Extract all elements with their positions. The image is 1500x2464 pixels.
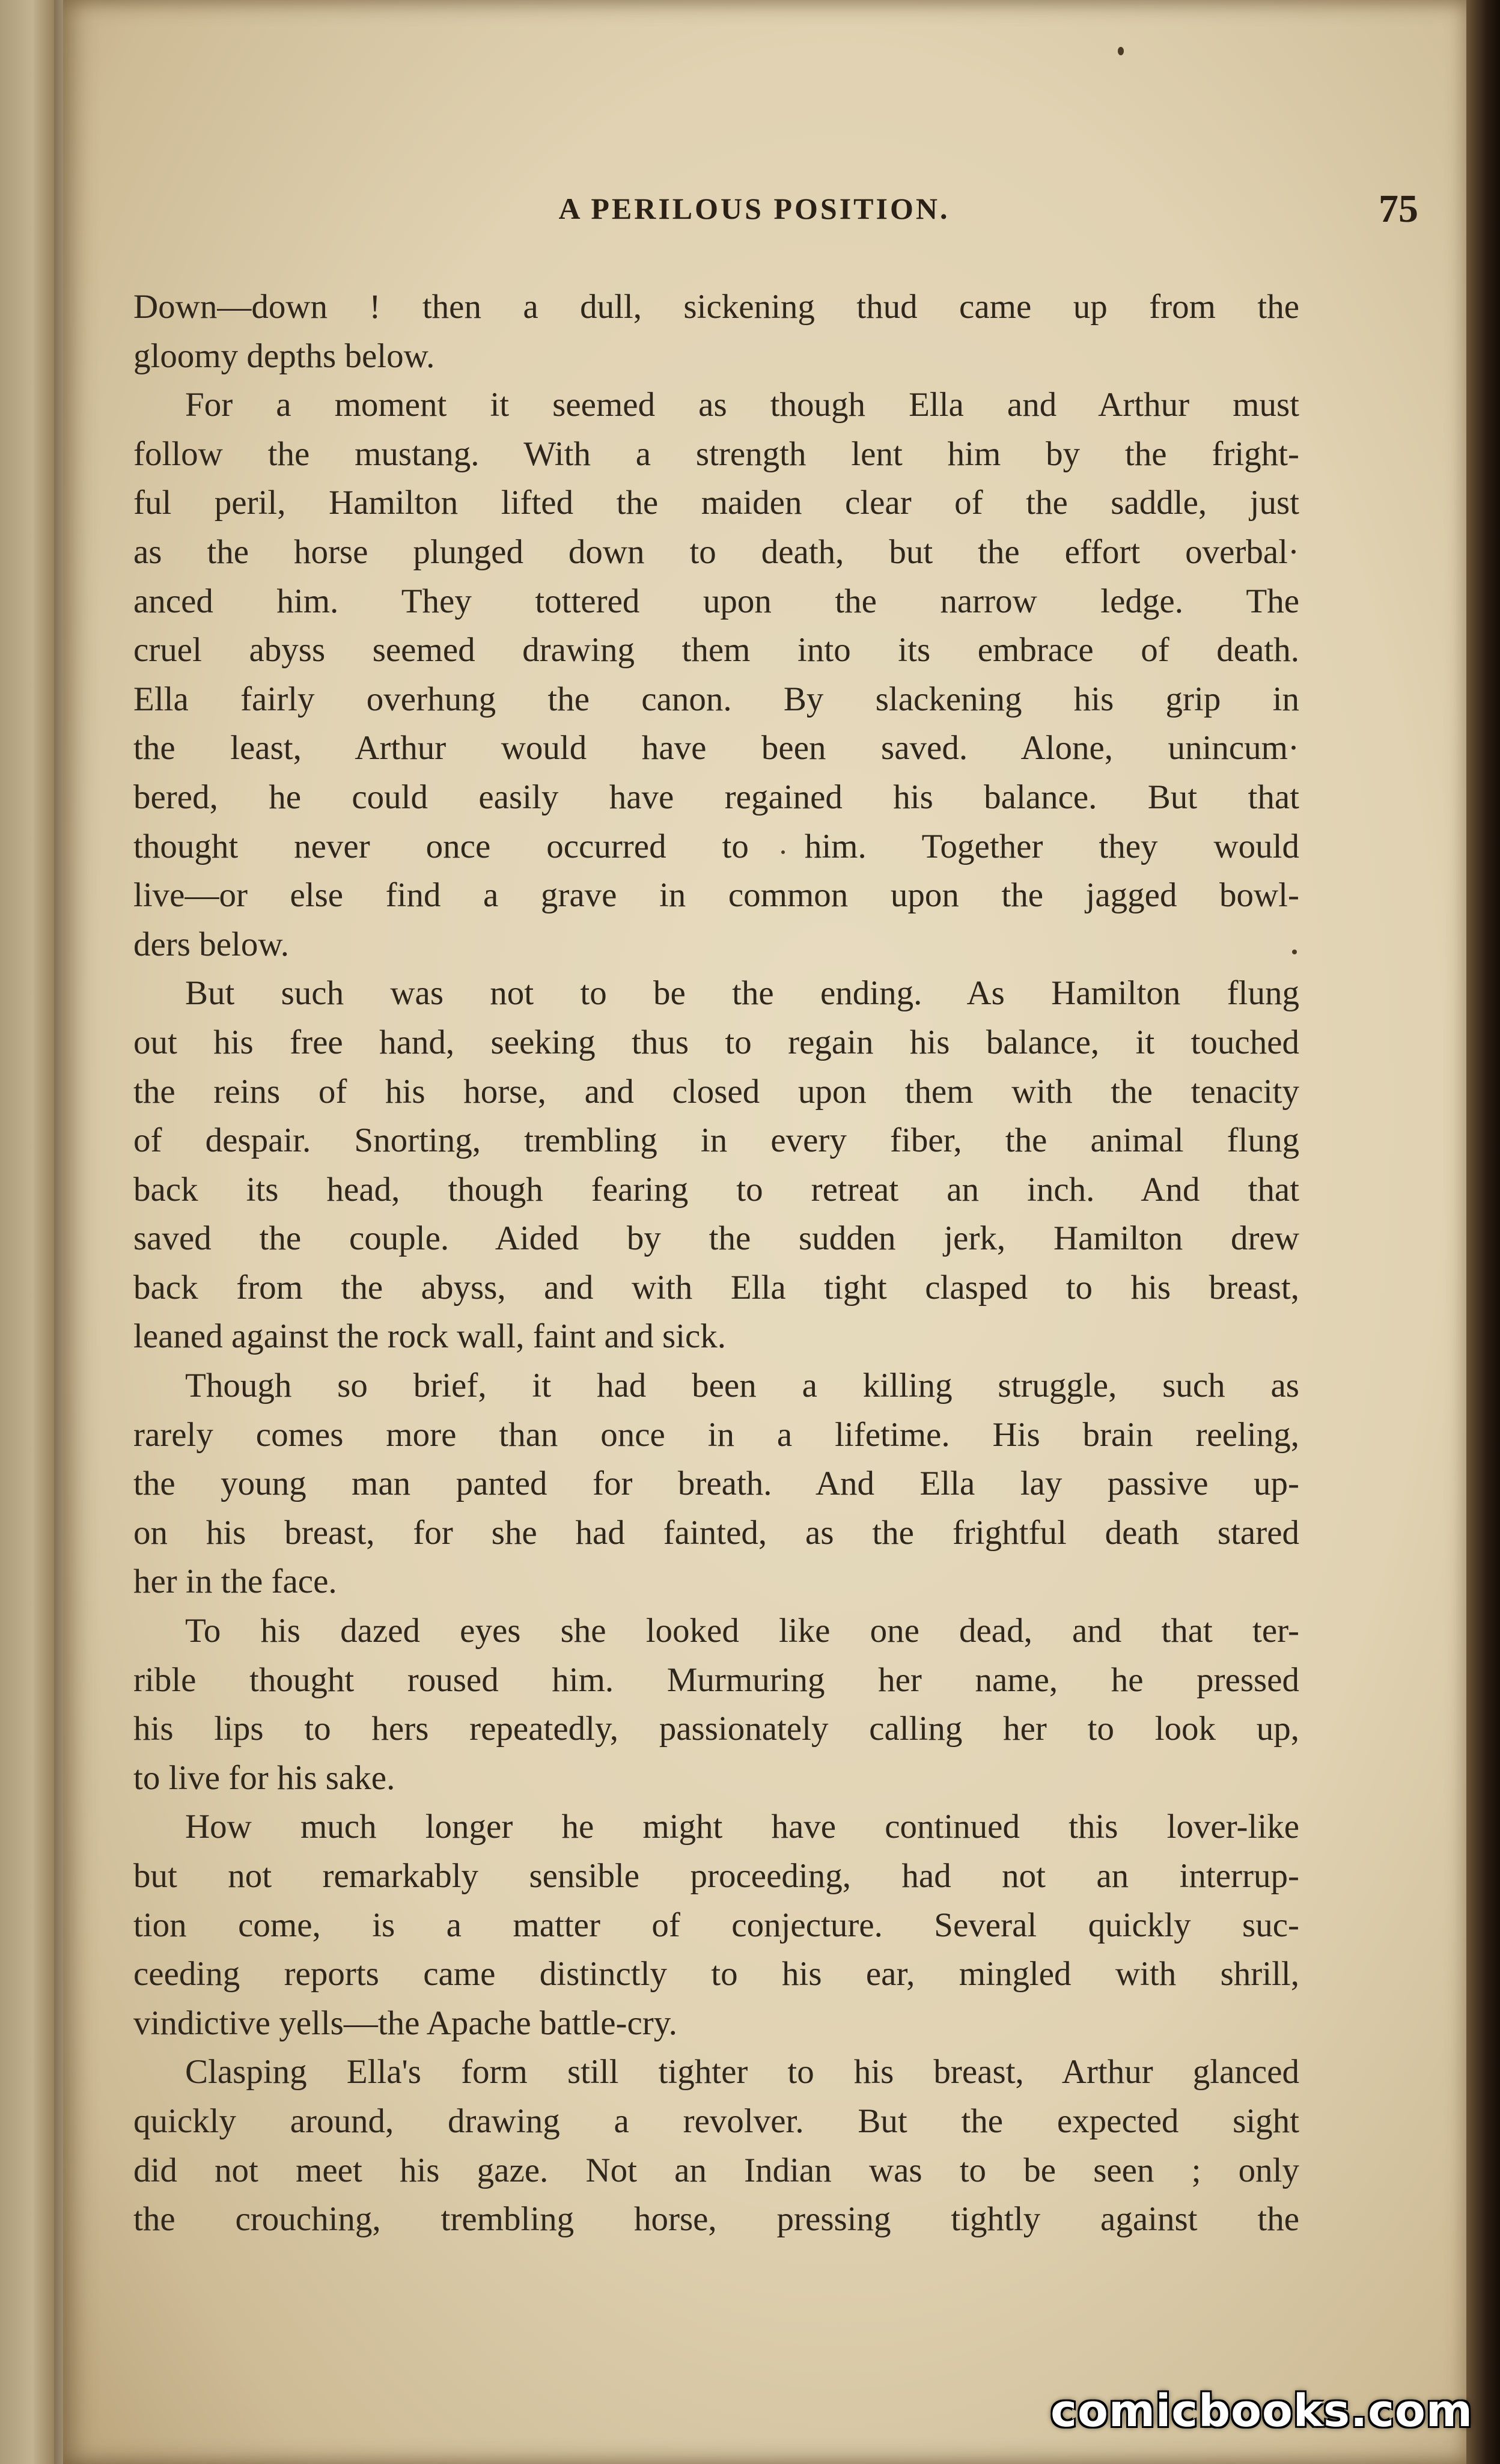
page-number: 75 (1379, 187, 1418, 231)
text-line: the reins of his horse, and closed upon them with the tenacity (133, 1072, 1299, 1111)
text-line: rible thought roused him. Murmuring her name, he pressed (133, 1660, 1299, 1699)
text-line: How much longer he might have continued this lover-like (185, 1808, 1299, 1846)
text-line: thought never once occurred to him. Together they would (133, 827, 1299, 865)
text-line: her in the face. (133, 1563, 337, 1601)
running-head (63, 187, 1469, 245)
text-line: to live for his sake. (133, 1758, 395, 1797)
text-line: saved the couple. Aided by the sudden jerk, Hamilton drew (133, 1219, 1299, 1258)
text-line: but not remarkably sensible proceeding, had not an interrup- (133, 1857, 1299, 1895)
body-text (133, 282, 1299, 2244)
text-line: But such was not to be the ending. As Hamilton flung (185, 974, 1299, 1013)
text-line: on his breast, for she had fainted, as the frightful death stared (133, 1513, 1299, 1552)
text-line: leaned against the rock wall, faint and sick. (133, 1317, 727, 1356)
watermark-logo: comicbooks.com (1050, 2385, 1473, 2437)
text-line: cruel abyss seemed drawing them into its embrace of death. (133, 631, 1299, 669)
text-line: ders below. (133, 925, 290, 963)
text-line: For a moment it seemed as though Ella and Arthur must (185, 386, 1299, 424)
text-line: ceeding reports came distinctly to his ear, mingled with shrill, (133, 1955, 1299, 1993)
text-line: back its head, though fearing to retreat an inch. And that (133, 1170, 1299, 1209)
text-line: Down—down ! then a dull, sickening thud came up from the (133, 288, 1299, 326)
text-line: tion come, is a matter of conjecture. Several quickly suc- (133, 1906, 1299, 1944)
text-line: Clasping Ella's form still tighter to his breast, Arthur glanced (185, 2053, 1299, 2091)
text-line: quickly around, drawing a revolver. But the expected sight (133, 2102, 1299, 2140)
text-line: the least, Arthur would have been saved. Alone, unincum· (133, 729, 1299, 767)
text-line: gloomy depths below. (133, 337, 435, 375)
text-line: live—or else find a grave in common upon the jagged bowl- (133, 876, 1299, 915)
running-title: A PERILOUS POSITION. (558, 192, 950, 225)
text-line: ful peril, Hamilton lifted the maiden clear of the saddle, just (133, 484, 1299, 522)
right-page-edge (1466, 0, 1500, 2464)
left-page-edge (0, 0, 54, 2464)
paper-speck (1118, 47, 1124, 55)
text-line: anced him. They tottered upon the narrow ledge. The (133, 582, 1299, 620)
text-line: the crouching, trembling horse, pressing tightly against the (133, 2200, 1299, 2239)
text-line: follow the mustang. With a strength lent him by the fright- (133, 435, 1299, 473)
text-line: Though so brief, it had been a killing struggle, such as (185, 1367, 1299, 1405)
text-line: Ella fairly overhung the canon. By slackening his grip in (133, 680, 1299, 718)
text-line: of despair. Snorting, trembling in every fiber, the animal flung (133, 1121, 1299, 1160)
text-line: To his dazed eyes she looked like one dead, and that ter- (185, 1612, 1299, 1650)
text-line: back from the abyss, and with Ella tight clasped to his breast, (133, 1268, 1299, 1307)
text-line: bered, he could easily have regained his balance. But that (133, 778, 1299, 816)
text-line: his lips to hers repeatedly, passionately calling her to look up, (133, 1710, 1299, 1748)
text-line: rarely comes more than once in a lifetime. His brain reeling, (133, 1415, 1299, 1454)
text-line: vindictive yells—the Apache battle-cry. (133, 2004, 677, 2042)
text-line: the young man panted for breath. And Ella lay passive up- (133, 1465, 1299, 1503)
text-line: out his free hand, seeking thus to regain his balance, it touched (133, 1023, 1299, 1061)
text-line: did not meet his gaze. Not an Indian was to be seen ; only (133, 2151, 1299, 2189)
text-line: as the horse plunged down to death, but the effort overbal· (133, 532, 1299, 571)
